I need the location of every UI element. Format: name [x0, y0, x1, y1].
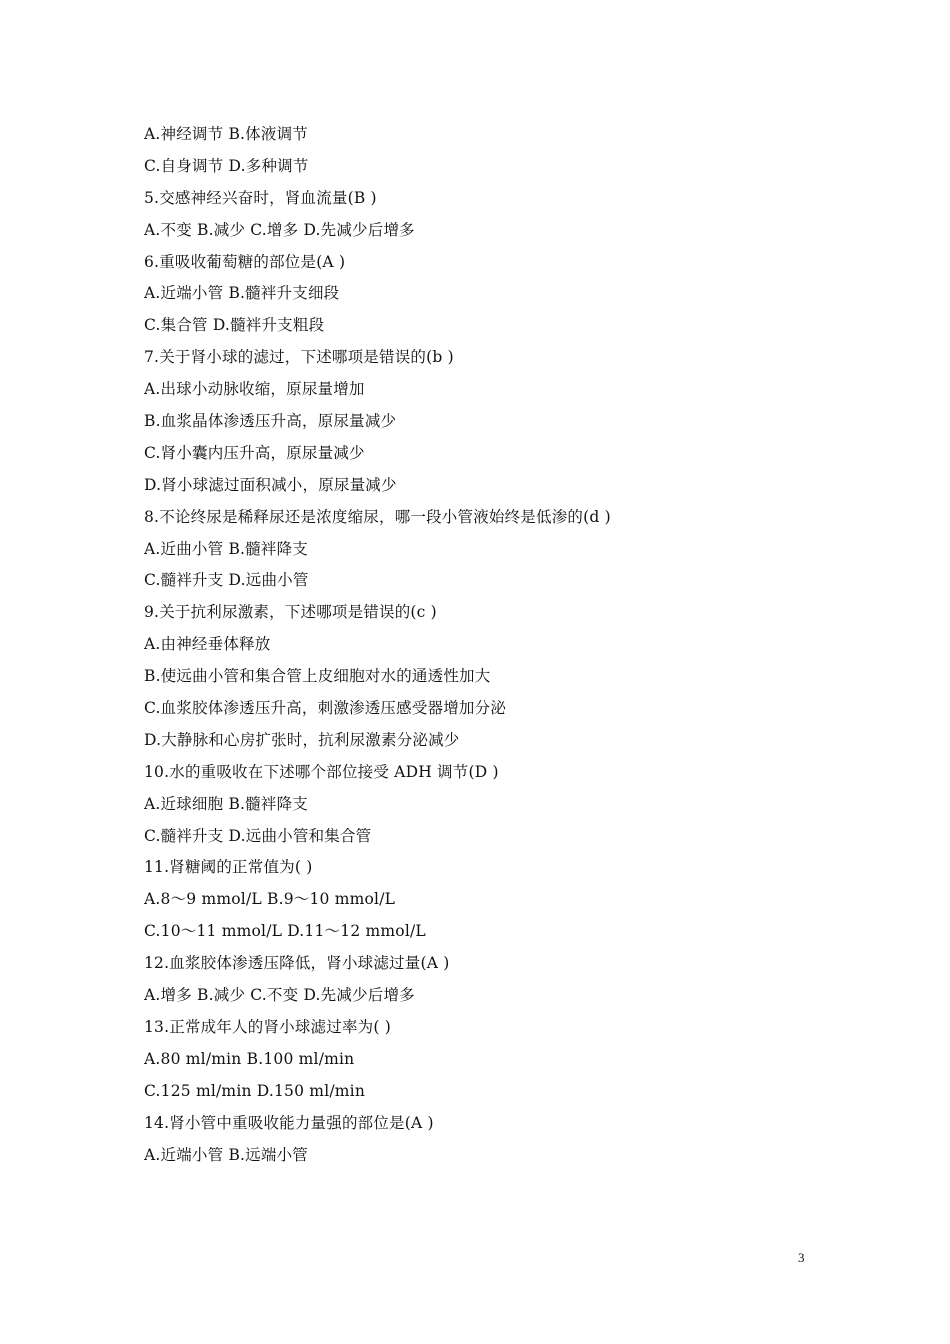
- options-line: B.使远曲小管和集合管上皮细胞对水的通透性加大: [144, 667, 491, 686]
- question-line: 12.血浆胶体渗透压降低，肾小球滤过量(A ): [144, 954, 450, 973]
- options-line: D.肾小球滤过面积减小，原尿量减少: [144, 475, 397, 494]
- options-line: A.近球细胞 B.髓袢降支: [144, 794, 308, 813]
- options-line: A.80 ml/min B.100 ml/min: [144, 1049, 355, 1068]
- text-line: A.神经调节 B.体液调节: [144, 125, 308, 143]
- options-line: A.8～9 mmol/L B.9～10 mmol/L: [144, 890, 396, 909]
- question-line: 5.交感神经兴奋时，肾血流量(B ): [144, 188, 377, 207]
- options-line: A.近端小管 B.远端小管: [144, 1145, 308, 1164]
- question-line: 9.关于抗利尿激素，下述哪项是错误的(c ): [144, 603, 437, 622]
- options-line: A.近端小管 B.髓袢升支细段: [144, 284, 340, 303]
- options-line: B.血浆晶体渗透压升高，原尿量减少: [144, 412, 397, 431]
- question-line: 6.重吸收葡萄糖的部位是(A ): [144, 252, 346, 271]
- options-line: A.近曲小管 B.髓袢降支: [144, 539, 308, 558]
- question-line: 13.正常成年人的肾小球滤过率为( ): [144, 1017, 391, 1036]
- options-line: A.由神经垂体释放: [144, 635, 271, 654]
- options-line: C.肾小囊内压升高，原尿量减少: [144, 443, 365, 462]
- options-line: C.125 ml/min D.150 ml/min: [144, 1081, 366, 1100]
- options-line: D.大静脉和心房扩张时，抗利尿激素分泌减少: [144, 730, 460, 749]
- question-line: 8.不论终尿是稀释尿还是浓度缩尿，哪一段小管液始终是低渗的(d ): [144, 507, 611, 526]
- question-line: 14.肾小管中重吸收能力量强的部位是(A ): [144, 1113, 434, 1132]
- options-line: C.10～11 mmol/L D.11～12 mmol/L: [144, 922, 426, 941]
- options-line: C.髓袢升支 D.远曲小管: [144, 571, 309, 590]
- options-line: C.集合管 D.髓袢升支粗段: [144, 316, 325, 335]
- question-line: 7.关于肾小球的滤过，下述哪项是错误的(b ): [144, 348, 454, 367]
- question-line: 10.水的重吸收在下述哪个部位接受 ADH 调节(D ): [144, 762, 499, 781]
- page-body: [144, 119, 844, 1171]
- text-line: C.自身调节 D.多种调节: [144, 156, 309, 175]
- options-line: A.出球小动脉收缩，原尿量增加: [144, 380, 365, 399]
- question-line: 11.肾糖阈的正常值为( ): [144, 858, 313, 877]
- page-number: 3: [798, 1250, 805, 1265]
- options-line: C.血浆胶体渗透压升高，刺激渗透压感受器增加分泌: [144, 699, 507, 718]
- options-line: A.增多 B.减少 C.不变 D.先减少后增多: [144, 986, 415, 1005]
- options-line: C.髓袢升支 D.远曲小管和集合管: [144, 826, 372, 845]
- options-line: A.不变 B.减少 C.增多 D.先减少后增多: [144, 220, 415, 239]
